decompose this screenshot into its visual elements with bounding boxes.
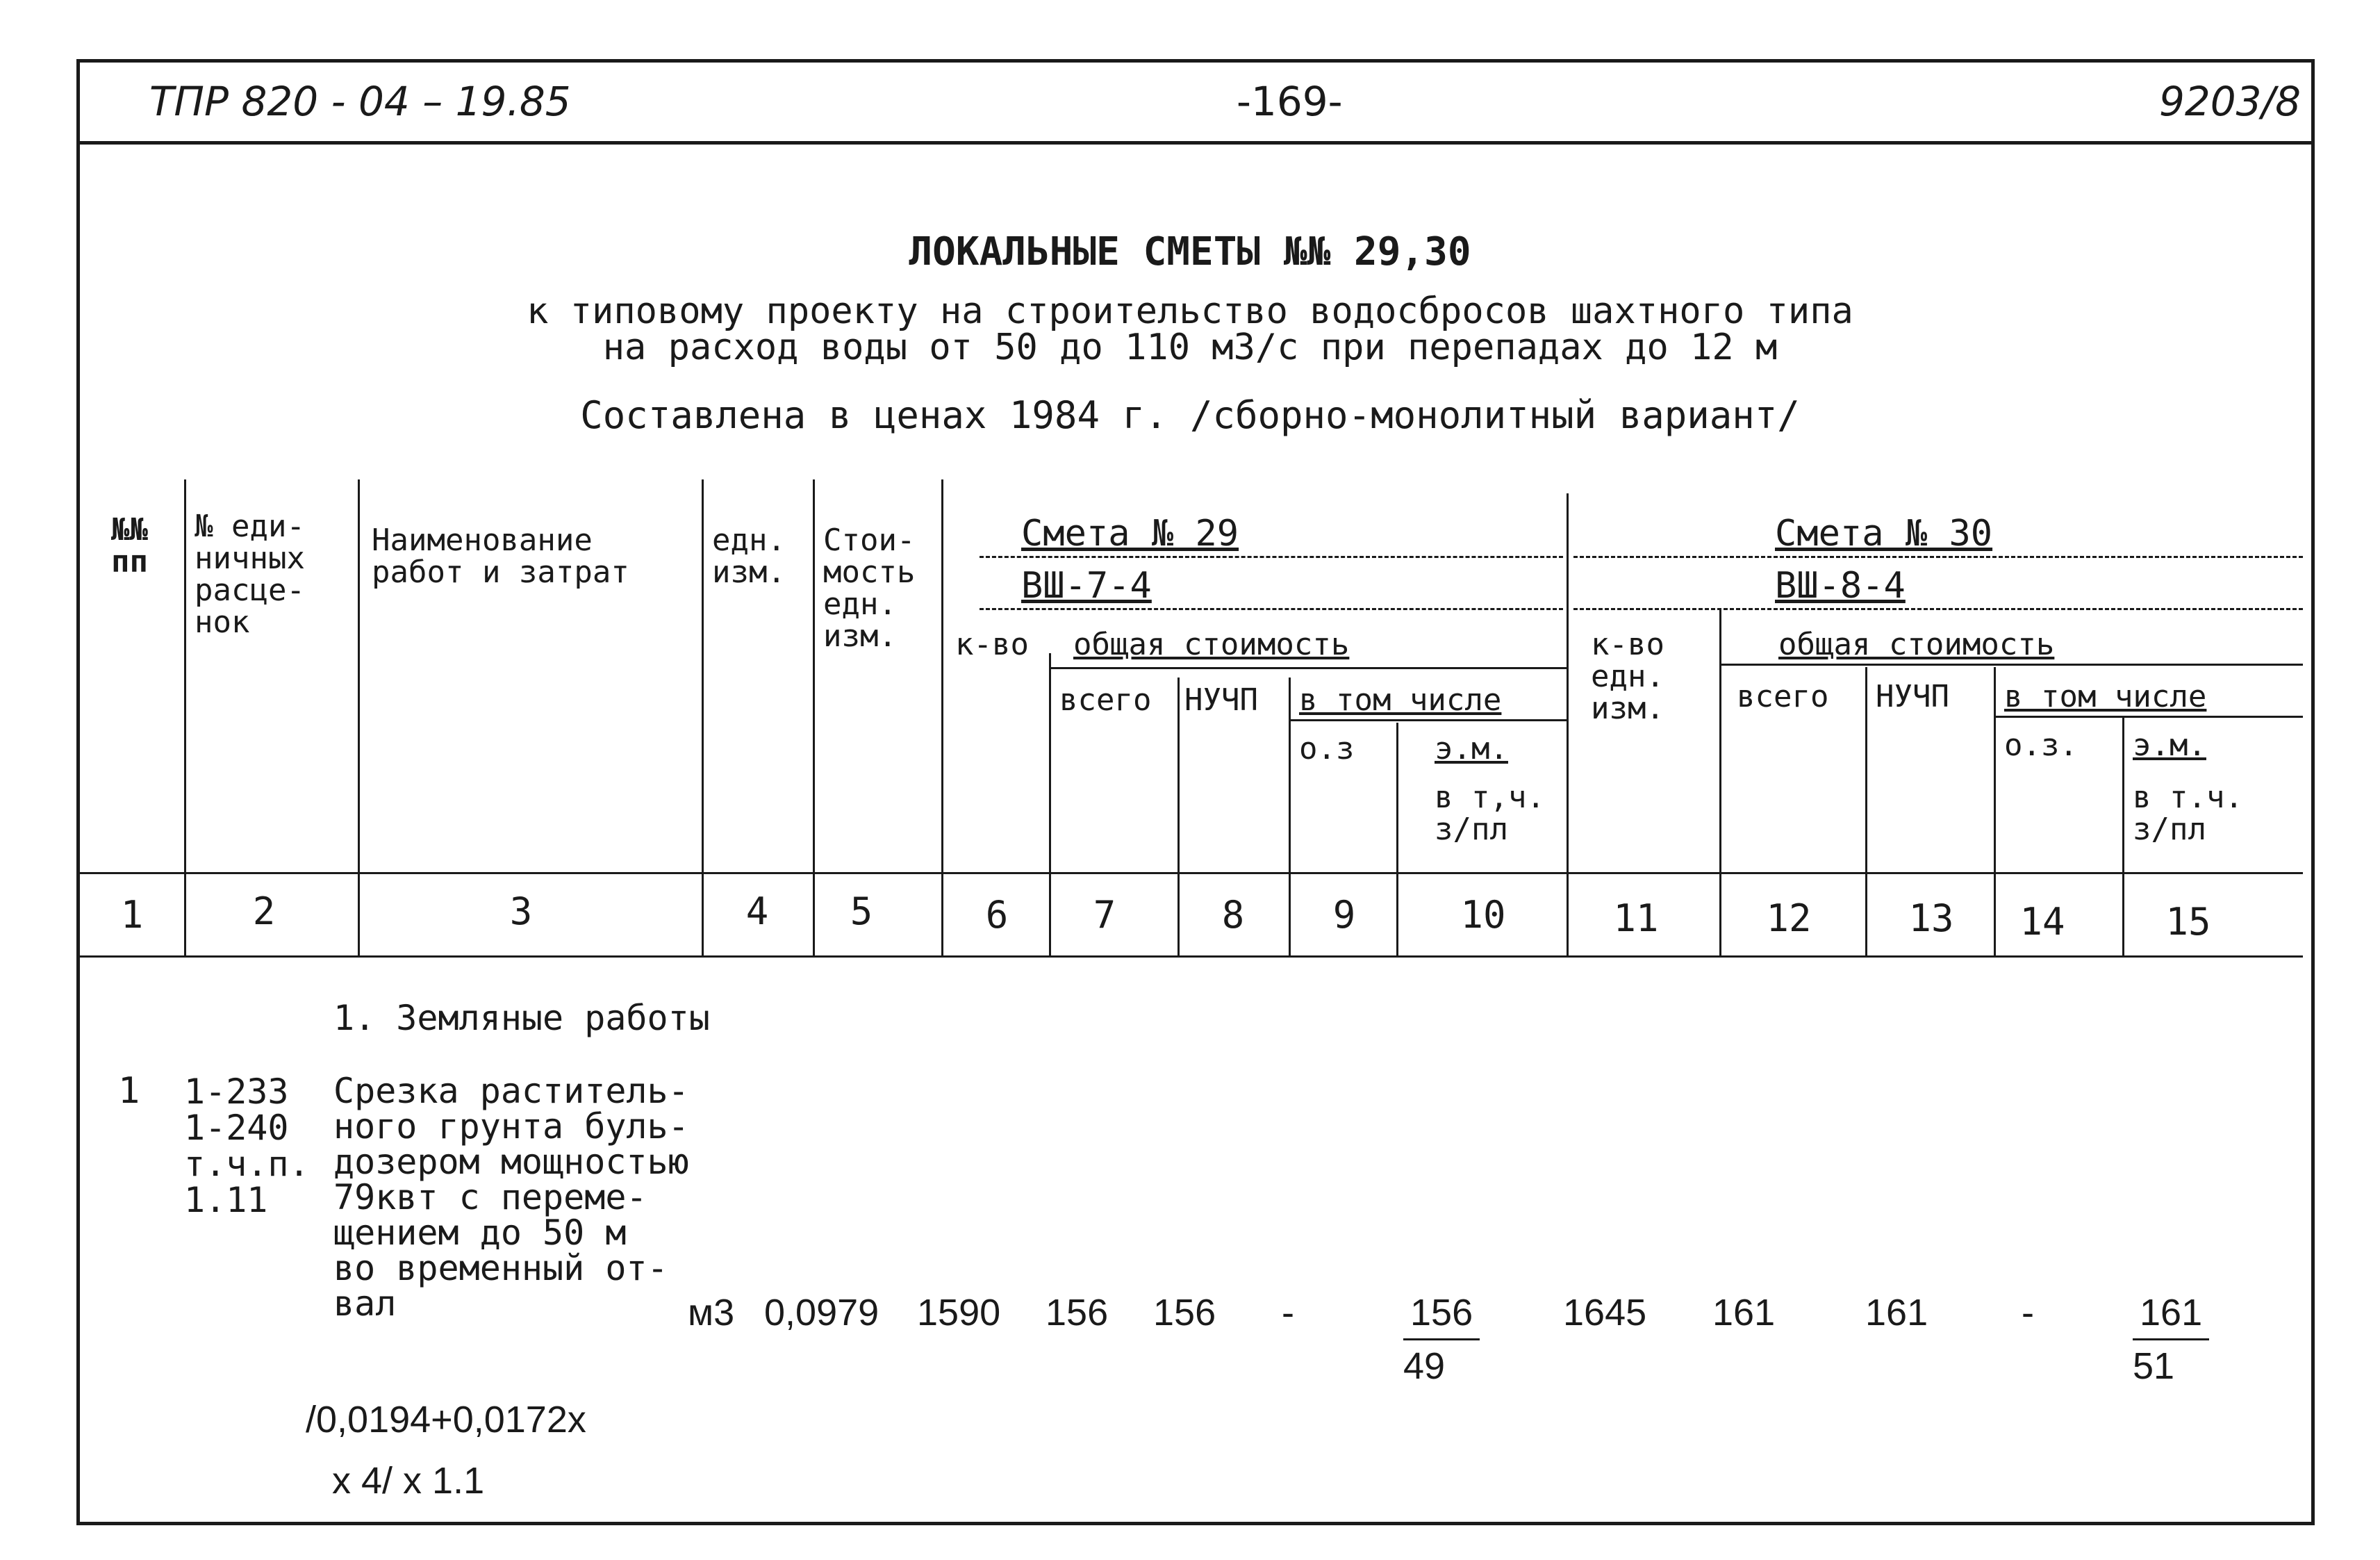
- header-unit: едн. изм.: [712, 523, 786, 590]
- column-number: 10: [1460, 893, 1506, 937]
- group2-incl: в том числе: [2004, 679, 2207, 714]
- row-unit-cost: 0,0979: [764, 1292, 879, 1333]
- row-number: 1: [118, 1070, 140, 1112]
- group1-nuchp: НУЧП: [1184, 682, 1258, 718]
- col-divider: [2122, 716, 2124, 955]
- group1-incl-line: [1289, 719, 1567, 721]
- group2-nuchp: НУЧП: [1876, 679, 1949, 714]
- row-s30-zpl: 51: [2133, 1345, 2175, 1387]
- row-s30-nuchp: 161: [1865, 1292, 1928, 1333]
- formula-line-2: x 4/ x 1.1: [332, 1460, 485, 1502]
- col-divider: [941, 479, 943, 955]
- column-number: 12: [1766, 896, 1812, 940]
- column-number: 5: [850, 889, 873, 933]
- row-s30-qty: 1645: [1563, 1292, 1647, 1333]
- column-number: 2: [252, 889, 276, 933]
- column-number: 9: [1332, 893, 1356, 937]
- group2-qty: к-во едн. изм.: [1591, 627, 1664, 726]
- group2-cost-line: [1719, 664, 2303, 666]
- row-s29-zpl: 49: [1403, 1345, 1446, 1387]
- group1-incl: в том числе: [1299, 682, 1502, 718]
- row-s29-em-fraction: [1403, 1291, 1480, 1388]
- group2-code: ВШ-8-4: [1775, 565, 1906, 607]
- group2-em: э.м.: [2133, 728, 2206, 763]
- header-work-name: Наименование работ и затрат: [372, 523, 629, 590]
- col-divider: [1567, 493, 1569, 955]
- group1-cost-line: [1049, 667, 1567, 669]
- col-divider: [184, 479, 186, 955]
- col-divider: [702, 479, 704, 955]
- doc-title: ЛОКАЛЬНЫЕ СМЕТЫ №№ 29,30: [909, 229, 1471, 274]
- row-s29-total: 156: [1046, 1292, 1109, 1333]
- group1-title: Смета № 29: [1021, 513, 1239, 555]
- formula-line-1: /0,0194+0,0172x: [306, 1399, 586, 1440]
- group2-incl-zpl: в т.ч. з/пл: [2133, 780, 2243, 847]
- section-title: 1. Земляные работы: [333, 998, 710, 1038]
- group1-qty: к-во: [955, 627, 1029, 662]
- col-divider: [1049, 653, 1051, 955]
- col-divider: [1994, 667, 1996, 955]
- page-number: -169-: [1237, 78, 1343, 125]
- column-number: 14: [2019, 900, 2065, 944]
- row-s30-oz: -: [2022, 1292, 2034, 1333]
- doc-subtitle-2: на расход воды от 50 до 110 м3/с при перепадах до 12 м: [602, 327, 1778, 368]
- row-s30-total: 161: [1712, 1292, 1776, 1333]
- col-divider: [1719, 608, 1721, 955]
- row-s29-oz: -: [1282, 1292, 1294, 1333]
- column-number: 1: [120, 893, 144, 937]
- row-s30-em: 161: [2133, 1291, 2209, 1340]
- col-divider: [1396, 723, 1398, 955]
- column-number: 8: [1221, 893, 1245, 937]
- group1-total-cost: общая стоимость: [1073, 627, 1350, 662]
- row-unit: м3: [688, 1292, 735, 1333]
- column-number: 11: [1613, 896, 1659, 940]
- col-divider: [1177, 678, 1180, 955]
- row-unit-rate-codes: 1-233 1-240 т.ч.п. 1.11: [184, 1072, 310, 1220]
- group2-code-line: [1573, 608, 2303, 610]
- group1-title-line: [980, 556, 1563, 558]
- row-work-name: Срезка раститель- ного грунта буль- дозером мощностью 79квт с переме- щением до 50 м во временный от- вал: [333, 1071, 689, 1324]
- group1-total: всего: [1059, 682, 1152, 718]
- table-numbers-top-line: [80, 872, 2303, 874]
- row-s29-qty: 1590: [917, 1292, 1001, 1333]
- group1-incl-zpl: в т,ч. з/пл: [1435, 780, 1545, 847]
- row-s29-em: 156: [1403, 1291, 1480, 1340]
- group2-title-line: [1573, 556, 2303, 558]
- row-s29-nuchp: 156: [1153, 1292, 1216, 1333]
- group1-oz: о.з: [1299, 731, 1355, 766]
- row-s30-em-fraction: [2133, 1291, 2209, 1388]
- group2-total-cost: общая стоимость: [1778, 627, 2055, 662]
- header-divider: [76, 141, 2315, 145]
- column-number: 3: [509, 889, 533, 933]
- group1-em: э.м.: [1435, 731, 1508, 766]
- group2-oz: о.з.: [2004, 728, 2078, 763]
- doc-subtitle-1: к типовому проекту на строительство водосбросов шахтного типа: [527, 290, 1853, 332]
- prices-note: Составлена в ценах 1984 г. /сборно-монолитный вариант/: [580, 393, 1800, 437]
- group2-title: Смета № 30: [1775, 513, 1993, 555]
- header-row-number: №№ пп: [111, 512, 148, 580]
- column-number: 15: [2165, 900, 2211, 944]
- sheet-number: 9203/8: [2158, 78, 2301, 125]
- table-numbers-bottom-line: [80, 955, 2303, 958]
- column-number: 7: [1093, 893, 1116, 937]
- col-divider: [813, 479, 815, 955]
- group2-total: всего: [1737, 679, 1829, 714]
- column-number: 13: [1908, 896, 1954, 940]
- col-divider: [358, 479, 360, 955]
- group2-incl-line: [1994, 716, 2303, 718]
- doc-code: ТПР 820 - 04 – 19.85: [149, 78, 571, 125]
- group1-code-line: [980, 608, 1563, 610]
- group1-code: ВШ-7-4: [1021, 565, 1152, 607]
- header-unit-cost: Стои- мость едн. изм.: [823, 523, 916, 654]
- column-number: 6: [985, 893, 1009, 937]
- header-unit-rates: № еди- ничных расце- нок: [195, 509, 305, 640]
- column-number: 4: [745, 889, 769, 933]
- col-divider: [1865, 667, 1867, 955]
